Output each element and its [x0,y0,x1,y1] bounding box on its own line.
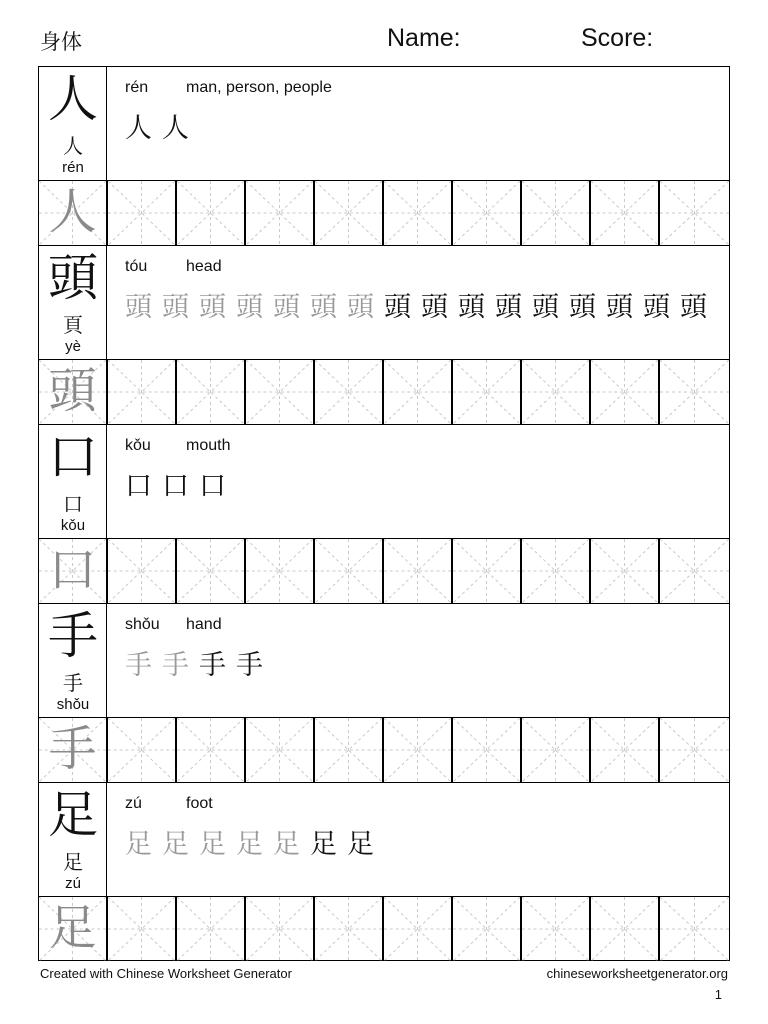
footer-url: chineseworksheetgenerator.org [546,966,728,981]
practice-cell[interactable] [315,718,384,782]
character-box [39,425,107,539]
guide-lines [384,181,451,245]
guide-lines [453,181,520,245]
guide-lines [177,181,244,245]
practice-cell[interactable] [177,360,246,424]
stroke-step: 頭 [606,292,633,323]
radical-glyph: 人 [63,134,83,158]
character-meaning: head [186,258,222,275]
model-character: 口 [48,542,97,598]
stroke-step: 頭 [643,292,670,323]
character-glyph: 手 [48,607,98,665]
guide-lines [522,897,589,961]
guide-lines [522,181,589,245]
practice-cell[interactable] [660,360,729,424]
stroke-step: 手 [162,650,189,681]
guide-lines [660,181,729,245]
model-character: 足 [48,900,97,956]
practice-cell[interactable] [453,360,522,424]
character-box [39,783,107,897]
stroke-step: 足 [125,829,152,860]
practice-cell[interactable] [246,360,315,424]
worksheet-title: 身体 [40,30,82,54]
name-label: Name: [387,24,461,52]
practice-cell[interactable] [384,897,453,961]
practice-cell[interactable] [177,539,246,603]
guide-lines [384,897,451,961]
stroke-step: 頭 [162,292,189,323]
guide-lines [246,539,313,603]
practice-cell[interactable] [246,718,315,782]
practice-cell[interactable] [246,897,315,961]
practice-cell[interactable] [591,897,660,961]
radical-pinyin: rén [62,159,84,176]
guide-lines [246,897,313,961]
radical-pinyin: kǒu [60,517,86,534]
character-pinyin: rén [125,79,149,96]
character-box [39,246,107,360]
radical-glyph: 足 [63,850,83,874]
guide-lines [315,718,382,782]
stroke-step: 手 [125,650,152,681]
character-pinyin: shǒu [125,616,160,633]
model-character: 手 [48,721,97,777]
practice-cell[interactable] [660,539,729,603]
practice-cell[interactable] [246,181,315,245]
score-label: Score: [581,24,654,52]
character-info-row [39,604,729,718]
stroke-step: 足 [236,829,263,860]
practice-cell[interactable] [108,181,177,245]
model-cell[interactable] [39,718,108,782]
model-character: 人 [48,184,97,240]
character-glyph: 頭 [48,249,98,307]
character-glyph: 人 [48,70,98,128]
stroke-order-sequence [125,111,199,147]
guide-lines [522,718,589,782]
guide-lines [591,718,658,782]
character-pinyin: zú [125,795,142,812]
guide-lines [384,718,451,782]
character-glyph: 口 [48,428,98,486]
radical-pinyin: yè [65,338,81,355]
model-cell[interactable] [39,539,108,603]
stroke-step: 頭 [495,292,522,323]
guide-lines [660,360,729,424]
practice-cell[interactable] [660,897,729,961]
guide-lines [591,181,658,245]
character-info-row [39,67,729,181]
guide-lines [660,897,729,961]
practice-cell[interactable] [108,539,177,603]
stroke-step: 頭 [569,292,596,323]
character-info-row [39,246,729,360]
practice-cell[interactable] [108,897,177,961]
stroke-step: 人 [125,113,152,144]
practice-cell[interactable] [315,897,384,961]
practice-cell[interactable] [591,181,660,245]
guide-lines [177,539,244,603]
practice-row [39,897,729,962]
stroke-step: 手 [199,650,226,681]
stroke-step: 口 [199,471,226,502]
stroke-step: 口 [162,471,189,502]
practice-row [39,360,729,425]
guide-lines [246,360,313,424]
practice-cell[interactable] [315,539,384,603]
practice-cell[interactable] [384,539,453,603]
practice-row [39,539,729,604]
guide-lines [108,718,175,782]
practice-cell[interactable] [108,718,177,782]
character-box [39,604,107,718]
practice-cell[interactable] [384,181,453,245]
stroke-step: 頭 [680,292,707,323]
stroke-step: 頭 [236,292,263,323]
radical-pinyin: shǒu [56,696,90,713]
practice-cell[interactable] [453,539,522,603]
practice-cell[interactable] [522,360,591,424]
character-pinyin: tóu [125,258,148,275]
stroke-step: 足 [199,829,226,860]
guide-lines [522,539,589,603]
guide-lines [177,360,244,424]
practice-cell[interactable] [591,360,660,424]
guide-lines [246,181,313,245]
stroke-step: 頭 [273,292,300,323]
practice-cell[interactable] [522,539,591,603]
character-meaning: mouth [186,437,231,454]
guide-lines [246,718,313,782]
stroke-step: 頭 [421,292,448,323]
stroke-order-sequence [125,290,717,326]
practice-row [39,181,729,246]
guide-lines [177,718,244,782]
stroke-step: 手 [236,650,263,681]
page-number: 1 [714,987,722,1002]
stroke-step: 足 [347,829,374,860]
practice-cell[interactable] [384,718,453,782]
stroke-step: 頭 [347,292,374,323]
guide-lines [384,360,451,424]
guide-lines [108,181,175,245]
guide-lines [315,539,382,603]
practice-cell[interactable] [384,360,453,424]
radical-glyph: 手 [63,671,83,695]
practice-cell[interactable] [660,718,729,782]
practice-cell[interactable] [177,897,246,961]
stroke-order-sequence [125,648,273,684]
stroke-step: 頭 [310,292,337,323]
practice-cell[interactable] [453,897,522,961]
character-pinyin: kǒu [125,437,151,454]
model-cell[interactable] [39,181,108,245]
character-meaning: foot [186,795,213,812]
radical-glyph: 口 [63,492,83,516]
guide-lines [591,897,658,961]
radical-pinyin: zú [65,875,81,892]
guide-lines [453,360,520,424]
stroke-step: 人 [162,113,189,144]
model-cell[interactable] [39,897,108,961]
footer-credit: Created with Chinese Worksheet Generator [40,966,292,981]
guide-lines [384,539,451,603]
stroke-step: 口 [125,471,152,502]
practice-cell[interactable] [177,718,246,782]
guide-lines [315,360,382,424]
guide-lines [453,718,520,782]
guide-lines [315,181,382,245]
practice-cell[interactable] [591,718,660,782]
stroke-step: 頭 [125,292,152,323]
practice-cell[interactable] [522,181,591,245]
practice-cell[interactable] [522,718,591,782]
stroke-step: 頭 [384,292,411,323]
guide-lines [591,360,658,424]
guide-lines [522,360,589,424]
stroke-step: 足 [162,829,189,860]
character-glyph: 足 [48,786,98,844]
worksheet-grid [38,66,730,961]
model-character: 頭 [48,363,97,419]
practice-cell[interactable] [453,181,522,245]
character-meaning: hand [186,616,222,633]
practice-cell[interactable] [108,360,177,424]
stroke-step: 足 [310,829,337,860]
practice-cell[interactable] [453,718,522,782]
guide-lines [315,897,382,961]
stroke-step: 頭 [199,292,226,323]
practice-cell[interactable] [315,360,384,424]
guide-lines [660,718,729,782]
guide-lines [177,897,244,961]
practice-row [39,718,729,783]
practice-cell[interactable] [522,897,591,961]
stroke-order-sequence [125,469,236,505]
stroke-step: 足 [273,829,300,860]
guide-lines [108,360,175,424]
guide-lines [591,539,658,603]
character-info-row [39,783,729,897]
character-box [39,67,107,181]
guide-lines [453,539,520,603]
practice-cell[interactable] [660,181,729,245]
character-meaning: man, person, people [186,79,332,96]
practice-cell[interactable] [315,181,384,245]
guide-lines [108,897,175,961]
guide-lines [453,897,520,961]
radical-glyph: 頁 [63,313,83,337]
practice-cell[interactable] [246,539,315,603]
stroke-order-sequence [125,827,384,863]
stroke-step: 頭 [532,292,559,323]
stroke-step: 頭 [458,292,485,323]
guide-lines [660,539,729,603]
character-info-row [39,425,729,539]
practice-cell[interactable] [177,181,246,245]
model-cell[interactable] [39,360,108,424]
practice-cell[interactable] [591,539,660,603]
guide-lines [108,539,175,603]
